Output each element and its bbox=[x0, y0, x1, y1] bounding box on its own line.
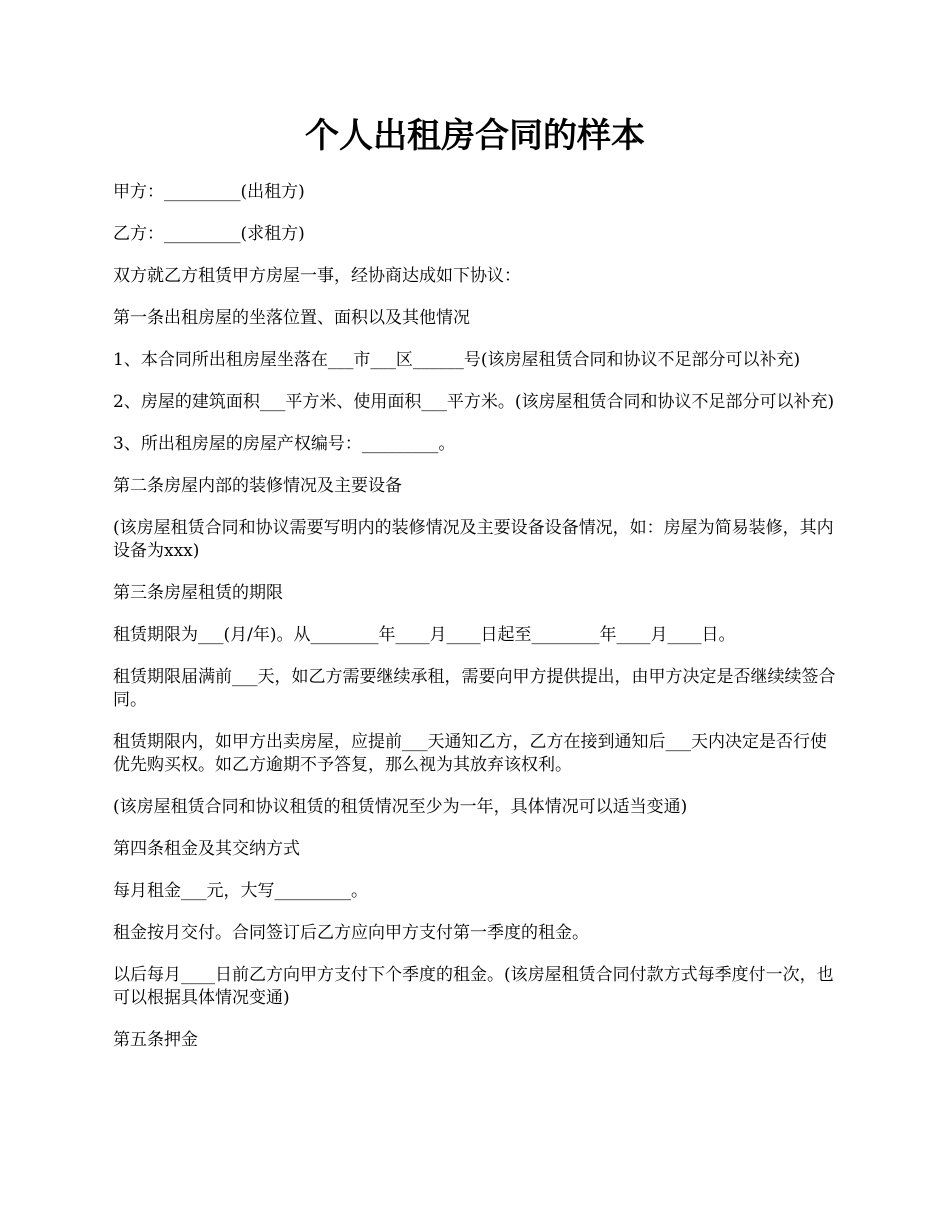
document-title: 个人出租房合同的样本 bbox=[305, 116, 645, 156]
agreement-intro: 双方就乙方租赁甲方房屋一事，经协商达成如下协议： bbox=[113, 266, 521, 286]
article-2-heading: 第二条房屋内部的装修情况及主要设备 bbox=[113, 476, 402, 496]
article-3-note: (该房屋租赁合同和协议租赁的租赁情况至少为一年，具体情况可以适当变通) bbox=[113, 797, 688, 817]
article-4-heading: 第四条租金及其交纳方式 bbox=[113, 839, 300, 859]
article-3-heading: 第三条房屋租赁的期限 bbox=[113, 583, 283, 603]
rent-payment-line: 租金按月交付。合同签订后乙方应向甲方支付第一季度的租金。 bbox=[113, 923, 589, 943]
article-2-note: (该房屋租赁合同和协议需要写明内的装修情况及主要设备设备情况，如：房屋为简易装修，其内设备为xxx) bbox=[113, 518, 834, 561]
article-1-item-1: 1、本合同所出租房屋坐落在___市___区______号(该房屋租赁合同和协议不足部分可以补充) bbox=[113, 350, 801, 370]
article-1-item-3: 3、所出租房屋的房屋产权编号：_________。 bbox=[113, 434, 456, 454]
article-1-item-2: 2、房屋的建筑面积___平方米、使用面积___平方米。(该房屋租赁合同和协议不足部分可以补充) bbox=[113, 392, 835, 412]
party-b-line: 乙方：_________(求租方) bbox=[113, 224, 305, 244]
article-5-heading: 第五条押金 bbox=[113, 1030, 198, 1050]
monthly-rent-line: 每月租金___元，大写_________。 bbox=[113, 881, 368, 901]
lease-term-line: 租赁期限为___(月/年)。从________年____月____日起至________年____月____日。 bbox=[113, 625, 736, 645]
lease-renewal-line: 租赁期限届满前___天，如乙方需要继续承租，需要向甲方提供提出，由甲方决定是否继续续签合同。 bbox=[113, 667, 836, 710]
lease-preemption-line: 租赁期限内，如甲方出卖房屋，应提前___天通知乙方，乙方在接到通知后___天内决定是否行使优先购买权。如乙方逾期不予答复，那么视为其放弃该权利。 bbox=[113, 732, 827, 775]
party-a-line: 甲方：_________(出租方) bbox=[113, 182, 305, 202]
document-body bbox=[113, 181, 841, 1071]
rent-schedule-line: 以后每月____日前乙方向甲方支付下个季度的租金。(该房屋租赁合同付款方式每季度付一次，也可以根据具体情况变通) bbox=[113, 965, 834, 1008]
article-1-heading: 第一条出租房屋的坐落位置、面积以及其他情况 bbox=[113, 308, 470, 328]
